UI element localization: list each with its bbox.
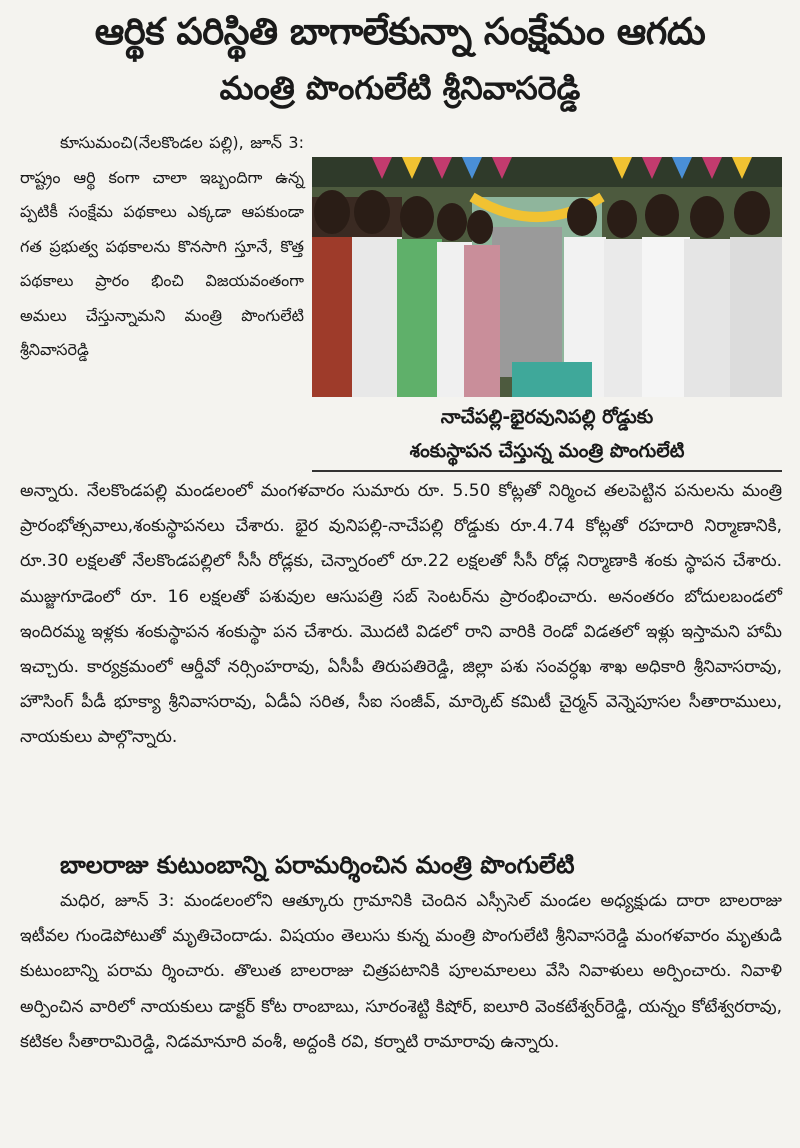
second-article — [20, 884, 782, 1060]
subheadline: మంత్రి పొంగులేటి శ్రీనివాసరెడ్డి — [219, 69, 581, 107]
second-article-body: మధిర, జూన్ 3: మండలంలోని ఆత్కూరు గ్రామానికి చెందిన ఎస్సీసెల్ మండల అధ్యక్షుడు దారా బాలరాజు ఇటీవల గుండెపోటుతో మృతిచెందాడు. విషయం తెలుసు కున్న మంత్రి పొంగులేటి శ్రీనివాసరెడ్డి మంగళవారం మృతుడి కుటుంబాన్ని పరామ ర్శించారు. తొలుత బాలరాజు చిత్రపటానికి పూలమాలలు వేసి నివాళులు అర్పించారు. నివాళి అర్పించిన వారిలో నాయకులు డాక్టర్ కోట రాంబాబు, సూరంశెట్టి కిషోర్, ఐలూరి వెంకటేశ్వర్‌రెడ్డి, యన్నం కోటేశ్వరరావు, కటికల సీతారామిరెడ్డి, నిడమానూరి వంశీ, అద్దంకి రవి, కర్నాటి రామారావు ఉన్నారు. — [20, 891, 782, 1052]
photo-caption-line-2: శంకుస్థాపన చేస్తున్న మంత్రి పొంగులేటి — [409, 440, 685, 462]
photo-caption — [312, 400, 782, 468]
article-left-column — [20, 126, 304, 368]
caption-divider — [312, 470, 782, 472]
photo-caption-line-1: నాచేపల్లి-భైరవునిపల్లి రోడ్డుకు — [440, 406, 654, 428]
second-article-heading: బాలరాజు కుటుంబాన్ని పరామర్శించిన మంత్రి పొంగులేటి — [60, 851, 575, 879]
article-lead-text: కూసుమంచి(నేలకొండల పల్లి), జూన్ 3: రాష్ట్రం ఆర్థి కంగా చాలా ఇబ్బందిగా ఉన్న ప్పటికీ సంక్షేమ పథకాలు ఎక్కడా ఆపకుండా గత ప్రభుత్వ పథకాలను కొనసాగి స్తూనే, కొత్త పథకాలు ప్రారం భించి విజయవంతంగా అమలు చేస్తున్నామని మంత్రి పొంగులేటి శ్రీనివాసరెడ్డి — [20, 133, 304, 359]
article-continued — [20, 474, 782, 756]
headline: ఆర్థిక పరిస్థితి బాగాలేకున్నా సంక్షేమం ఆగదు — [94, 10, 706, 53]
news-photo — [312, 157, 782, 397]
article-body-text: అన్నారు. నేలకొండపల్లి మండలంలో మంగళవారం సుమారు రూ. 5.50 కోట్లతో నిర్మించ తలపెట్టిన పనులను మంత్రి ప్రారంభోత్సవాలు,శంకుస్థాపనలు చేశారు. భైర వునిపల్లి-నాచేపల్లి రోడ్డుకు రూ.4.74 కోట్లతో రహదారి నిర్మాణానికి, రూ.30 లక్షలతో నేలకొండపల్లిలో సీసీ రోడ్లకు, చెన్నారంలో రూ.22 లక్షలతో సీసీ రోడ్ల నిర్మాణాకి శంకు స్థాపన చేశారు. ముజ్జుగూడెంలో రూ. 16 లక్షలతో పశువుల ఆసుపత్రి సబ్ సెంటర్‌ను ప్రారంభించారు. అనంతరం బోదులబండలో ఇందిరమ్మ ఇళ్లకు శంకుస్థాపన శంకుస్థా పన చేశారు. మొదటి విడలో రాని వారికి రెండో విడతలో ఇళ్లు ఇస్తామని హామీ ఇచ్చారు. కార్యక్రమంలో ఆర్డీవో నర్సింహరావు, ఏసీపీ తిరుపతిరెడ్డి, జిల్లా పశు సంవర్ధఖ శాఖ అధికారి శ్రీనివాసరావు, హౌసింగ్ పీడీ భూక్యా శ్రీనివాసరావు, ఏడీఏ సరిత, సీఐ సంజీవ్, మార్కెట్ కమిటీ చైర్మన్ వెన్నెపూసల సీతారాములు, నాయకులు పాల్గొన్నారు. — [20, 481, 782, 748]
photo-icon — [312, 157, 782, 397]
